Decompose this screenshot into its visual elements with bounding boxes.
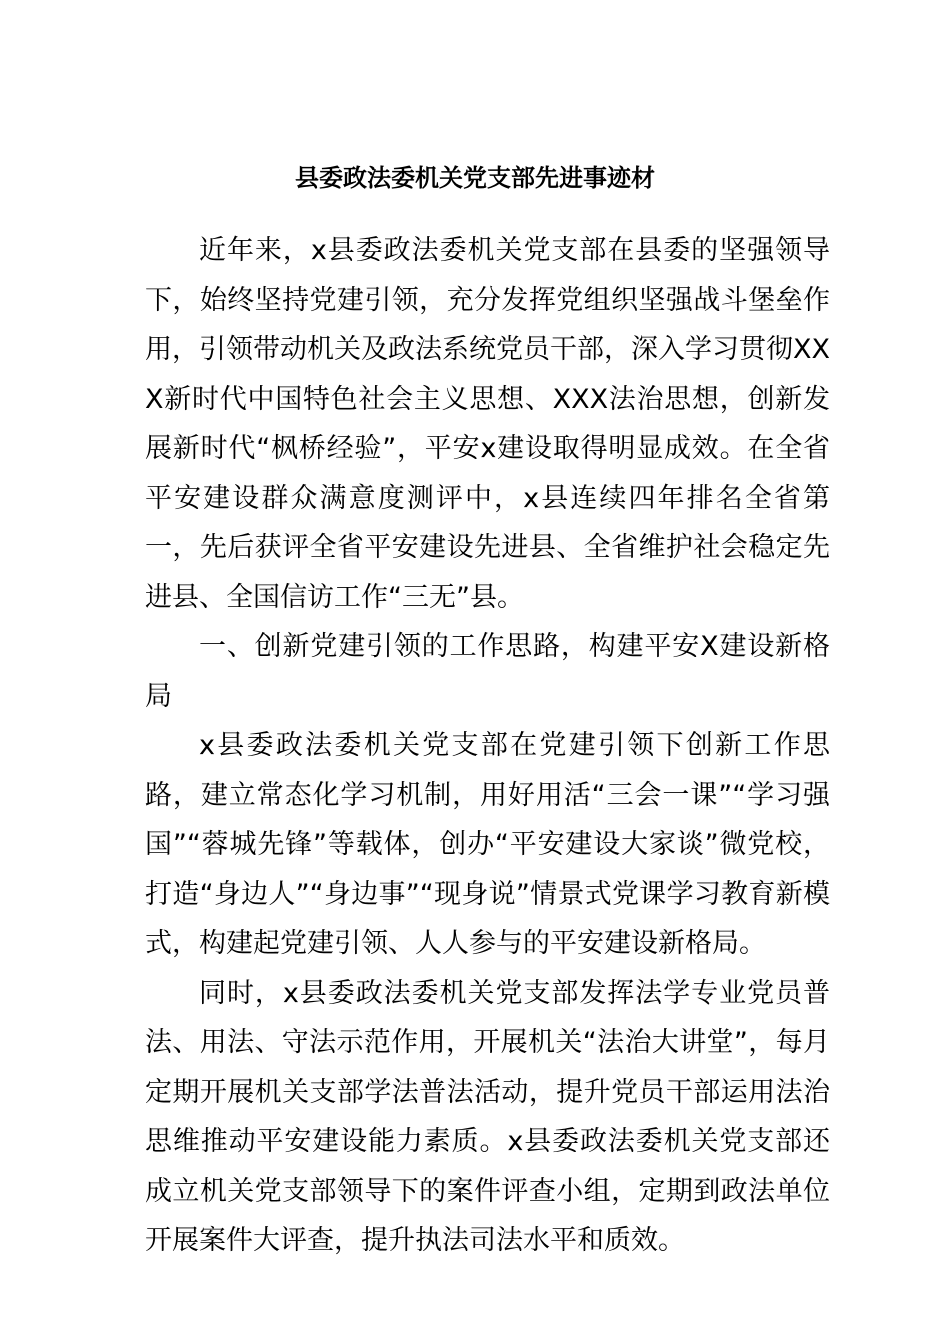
document-body (145, 226, 830, 1266)
paragraph-section-1-b: 同时，x县委政法委机关党支部发挥法学专业党员普法、用法、守法示范作用，开展机关“法治大讲堂”，每月定期开展机关支部学法普法活动，提升党员干部运用法治思维推动平安建设能力素质。x县委政法委机关党支部还成立机关党支部领导下的案件评查小组，定期到政法单位开展案件大评查，提升执法司法水平和质效。 (145, 977, 830, 1256)
document-title: 县委政法委机关党支部先进事迹材 (295, 164, 655, 192)
section-heading-1: 一、创新党建引领的工作思路，构建平安X建设新格局 (145, 631, 830, 712)
paragraph-section-1-a: x县委政法委机关党支部在党建引领下创新工作思路，建立常态化学习机制，用好用活“三会一课”“学习强国”“蓉城先锋”等载体，创办“平安建设大家谈”微党校，打造“身边人”“身边事”“现身说”情景式党课学习教育新模式，构建起党建引领、人人参与的平安建设新格局。 (145, 730, 830, 959)
paragraph-intro: 近年来，x县委政法委机关党支部在县委的坚强领导下，始终坚持党建引领，充分发挥党组织坚强战斗堡垒作用，引领带动机关及政法系统党员干部，深入学习贯彻XXX新时代中国特色社会主义思想、XXX法治思想，创新发展新时代“枫桥经验”，平安x建设取得明显成效。在全省平安建设群众满意度测评中，x县连续四年排名全省第一，先后获评全省平安建设先进县、全省维护社会稳定先进县、全国信访工作“三无”县。 (145, 235, 830, 613)
